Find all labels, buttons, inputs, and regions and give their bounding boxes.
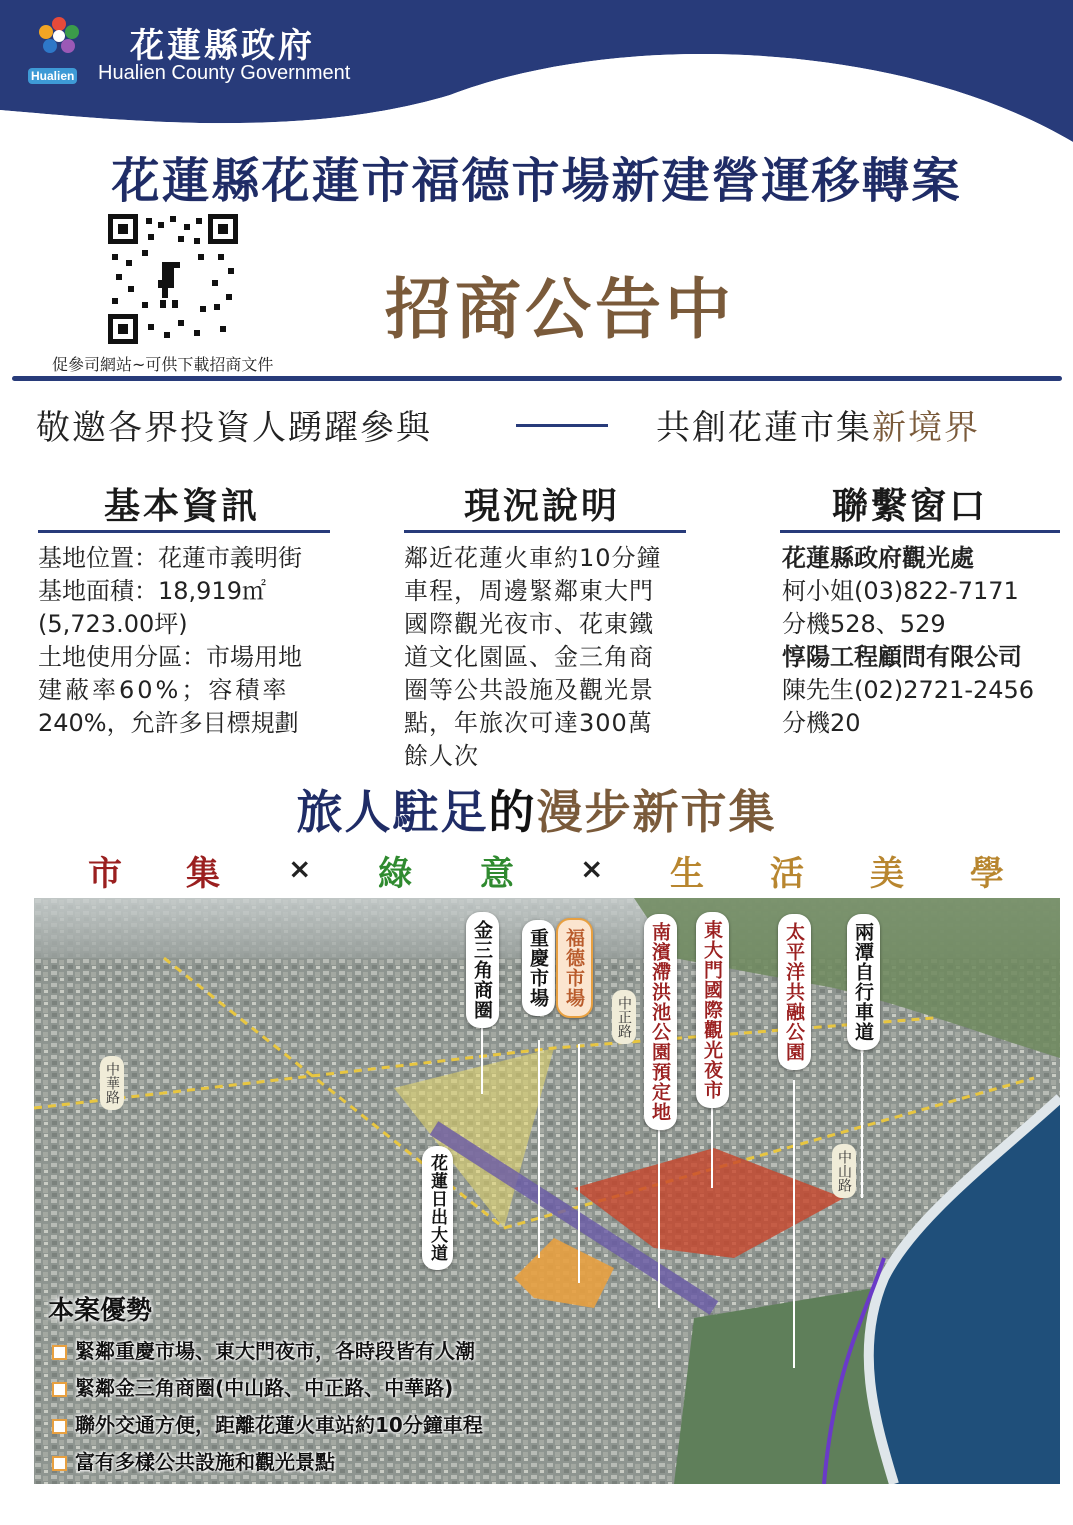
contact-ext: 分機20 (782, 709, 861, 737)
road-label-sunrise-ave: 花蓮日出大道 (422, 1146, 453, 1270)
status-line: 鄰近花蓮火車約10分鐘 (404, 544, 662, 572)
slogan-right-main: 共創花蓮市集 (656, 408, 872, 448)
basic-info-line: 基地面積：18,919㎡ (38, 577, 266, 605)
slogan-right-accent: 新境界 (872, 408, 980, 448)
status-line: 圈等公共設施及觀光景 (404, 676, 654, 704)
advantage-text: 聯外交通方便，距離花蓮火車站約10分鐘車程 (75, 1413, 483, 1437)
slogan-left: 敬邀各界投資人踴躍參與 (36, 408, 432, 448)
contact-ext: 分機528、529 (782, 610, 946, 638)
slogan-dash (516, 424, 608, 427)
page-title: 花蓮縣花蓮市福德市場新建營運移轉案 (111, 153, 962, 209)
contact-phone[interactable]: 陳先生(02)2721-2456 (782, 676, 1035, 704)
contact-text (782, 542, 1034, 740)
tagline (0, 776, 1073, 842)
keyword-char: 美 (870, 854, 904, 894)
basic-info-rule (38, 530, 330, 533)
basic-info-line: 土地使用分區：市場用地 (38, 643, 302, 671)
divider (12, 376, 1062, 381)
advantage-item (48, 1335, 483, 1364)
keyword-char: 生 (670, 854, 704, 894)
advantage-text: 富有多樣公共設施和觀光景點 (75, 1450, 335, 1474)
keyword-char: 市 (88, 854, 122, 894)
advantage-text: 緊鄰金三角商圈(中山路、中正路、中華路) (75, 1376, 454, 1400)
advantage-text: 緊鄰重慶市場、東大門夜市，各時段皆有人潮 (75, 1339, 475, 1363)
advantage-item (48, 1372, 483, 1401)
qr-caption: 促參司網站~可供下載招商文件 (52, 355, 274, 374)
contact-rule (780, 530, 1060, 533)
keyword-char: 集 (186, 854, 220, 894)
road-label-zhongshan: 中山路 (832, 1144, 856, 1198)
keyword-char: 學 (970, 854, 1004, 894)
map-label-bike-path: 兩潭自行車道 (847, 914, 880, 1050)
announcement-subtitle: 招商公告中 (385, 271, 735, 348)
advantages-box (48, 1290, 483, 1475)
tagline-part: 旅人駐足 (296, 785, 489, 839)
org-name-en: Hualien County Government (98, 62, 351, 84)
basic-info-text (38, 542, 302, 740)
status-line: 餘人次 (404, 742, 479, 770)
advantage-item (48, 1409, 483, 1438)
map-label-dongdamen-night-market: 東大門國際觀光夜市 (696, 912, 729, 1108)
basic-info-line: 建蔽率60%；容積率 (38, 676, 290, 704)
advantage-item (48, 1446, 483, 1475)
basic-info-heading: 基本資訊 (104, 486, 261, 527)
basic-info-line: (5,723.00坪) (38, 610, 188, 638)
aerial-map (34, 898, 1060, 1484)
hualien-logo-icon (30, 14, 88, 64)
contact-heading: 聯繫窗口 (832, 486, 989, 527)
contact-org: 花蓮縣政府觀光處 (782, 544, 974, 572)
org-name-zh: 花蓮縣政府 (130, 26, 315, 66)
map-label-nanbin-park: 南濱滯洪池公園預定地 (644, 914, 677, 1130)
basic-info-line: 基地位置：花蓮市義明街 (38, 544, 302, 572)
contact-org: 惇陽工程顧問有限公司 (782, 643, 1022, 671)
status-heading: 現況說明 (464, 486, 621, 527)
map-label-pacific-park: 太平洋共融公園 (778, 914, 811, 1070)
bullet-icon (52, 1456, 67, 1471)
slogan-right (656, 400, 980, 449)
status-line: 道文化園區、金三角商 (404, 643, 654, 671)
bullet-icon (52, 1419, 67, 1434)
status-line: 國際觀光夜市、花東鐵 (404, 610, 654, 638)
tagline-part: 的 (488, 785, 537, 839)
advantages-title: 本案優勢 (48, 1296, 153, 1326)
road-label-zhonghua: 中華路 (100, 1056, 124, 1110)
status-text (404, 542, 662, 773)
bullet-icon (52, 1382, 67, 1397)
qr-code-icon[interactable] (108, 214, 238, 344)
road-label-zhongzheng: 中正路 (612, 990, 636, 1044)
status-line: 點，年旅次可達300萬 (404, 709, 653, 737)
tagline-part: 漫步新市集 (536, 785, 777, 839)
contact-phone[interactable]: 柯小姐(03)822-7171 (782, 577, 1019, 605)
basic-info-line: 240%，允許多目標規劃 (38, 709, 299, 737)
keyword-times: × (288, 852, 312, 885)
keyword-times: × (580, 852, 604, 885)
keyword-char: 綠 (378, 854, 412, 894)
keyword-char: 意 (480, 854, 514, 894)
map-label-golden-triangle: 金三角商圈 (466, 912, 499, 1028)
logo-tag: Hualien (28, 68, 77, 84)
status-rule (404, 530, 686, 533)
bullet-icon (52, 1345, 67, 1360)
map-label-chongqing-market: 重慶市場 (522, 920, 555, 1016)
status-line: 車程，周邊緊鄰東大門 (404, 577, 654, 605)
map-label-fude-market: 福德市場 (556, 918, 593, 1018)
keyword-char: 活 (770, 854, 804, 894)
